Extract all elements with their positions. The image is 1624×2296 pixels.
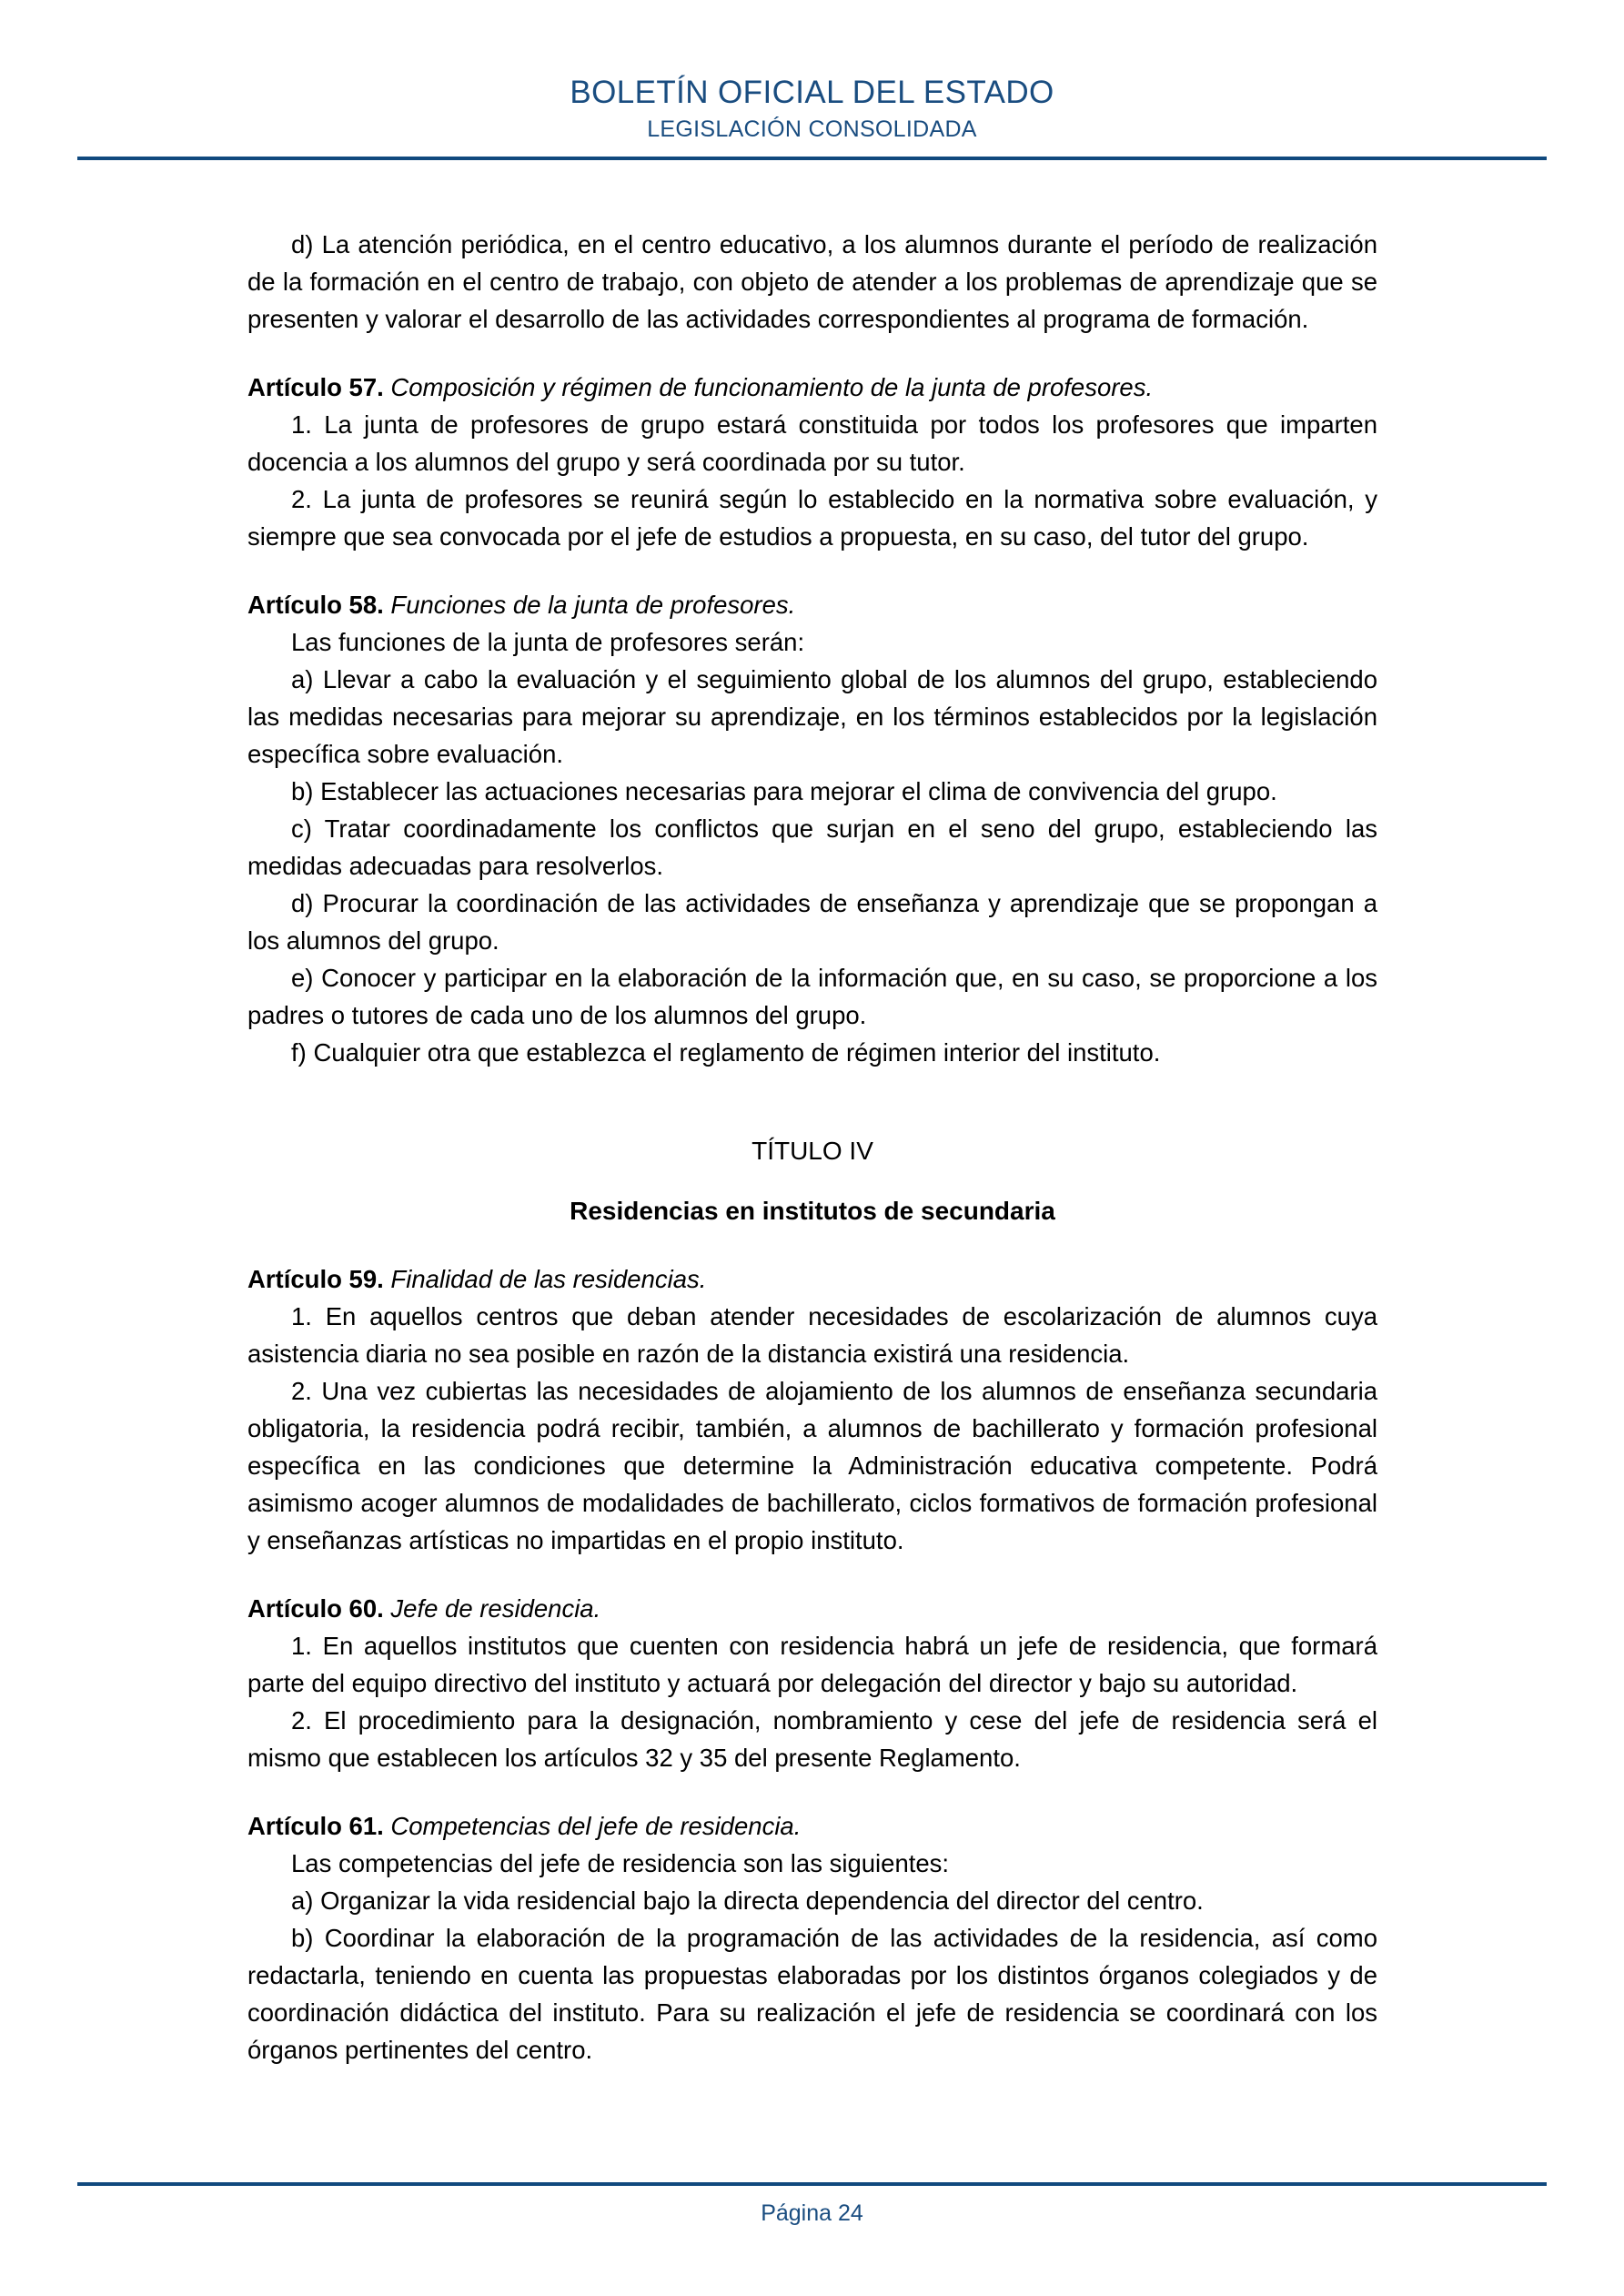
article-61-lead: Las competencias del jefe de residencia son las siguientes: [291, 1849, 950, 1877]
titulo-name: Residencias en institutos de secundaria [570, 1197, 1055, 1225]
article-59-paragraph-1: 1. En aquellos centros que deban atender necesidades de escolarización de alumnos cuya asistencia diaria no sea posible en razón de la distancia existirá una residencia. [247, 1302, 1377, 1368]
article-60-paragraph-2: 2. El procedimiento para la designación, nombramiento y cese del jefe de residencia será el mismo que establecen los artículos 32 y 35 del presente Reglamento. [247, 1706, 1377, 1772]
masthead [0, 75, 1624, 143]
article-label-57: Artículo 57. [247, 373, 384, 401]
article-61-item-b: b) Coordinar la elaboración de la programación de las actividades de la residencia, así como redactarla, teniendo en cuenta las propuestas elaboradas por los distintos órganos colegiados y de coordinación didáctica del instituto. Para su realización el jefe de residencia se coordinará con los órganos pertinentes del centro. [247, 1924, 1377, 2064]
article-heading-58 [247, 586, 1377, 623]
footer-divider [77, 2182, 1547, 2186]
page-number: Página 24 [761, 2200, 863, 2226]
article-59-paragraph-2: 2. Una vez cubiertas las necesidades de alojamiento de los alumnos de enseñanza secundaria obligatoria, la residencia podrá recibir, también, a alumnos de bachillerato y formación profesional específica en las condiciones que determine la Administración educativa competente. Podrá asimismo acoger alumnos de modalidades de bachillerato, ciclos formativos de formación profesional y enseñanzas artísticas no impartidas en el propio instituto. [247, 1377, 1377, 1554]
article-58-item-b: b) Establecer las actuaciones necesarias para mejorar el clima de convivencia del grupo. [291, 777, 1277, 805]
publication-subtitle: LEGISLACIÓN CONSOLIDADA [647, 116, 977, 143]
document-content [247, 226, 1377, 2068]
publication-title: BOLETÍN OFICIAL DEL ESTADO [570, 75, 1054, 110]
article-58-lead: Las funciones de la junta de profesores serán: [291, 628, 805, 656]
article-title-61: Competencias del jefe de residencia. [390, 1812, 802, 1840]
article-57-paragraph-1: 1. La junta de profesores de grupo estará constituida por todos los profesores que imparten docencia a los alumnos del grupo y será coordinada por su tutor. [247, 410, 1377, 476]
article-57-paragraph-2: 2. La junta de profesores se reunirá según lo establecido en la normativa sobre evaluación, y siempre que sea convocada por el jefe de estudios a propuesta, en su caso, del tutor del grupo. [247, 485, 1377, 551]
article-heading-57 [247, 369, 1377, 406]
article-title-57: Composición y régimen de funcionamiento de la junta de profesores. [390, 373, 1154, 401]
article-label-59: Artículo 59. [247, 1265, 384, 1293]
article-58-item-c: c) Tratar coordinadamente los conflictos que surjan en el seno del grupo, estableciendo las medidas adecuadas para resolverlos. [247, 814, 1377, 880]
paragraph-item-d-intro: d) La atención periódica, en el centro educativo, a los alumnos durante el período de realización de la formación en el centro de trabajo, con objeto de atender a los problemas de aprendizaje que se presenten y valorar el desarrollo de las actividades correspondientes al programa de formación. [247, 230, 1377, 333]
article-label-61: Artículo 61. [247, 1812, 384, 1840]
article-title-60: Jefe de residencia. [390, 1594, 601, 1623]
article-title-58: Funciones de la junta de profesores. [390, 591, 796, 619]
article-58-item-d: d) Procurar la coordinación de las actividades de enseñanza y aprendizaje que se propongan a los alumnos del grupo. [247, 889, 1377, 955]
article-58-item-e: e) Conocer y participar en la elaboración de la información que, en su caso, se proporcione a los padres o tutores de cada uno de los alumnos del grupo. [247, 964, 1377, 1029]
article-heading-60 [247, 1590, 1377, 1627]
article-label-60: Artículo 60. [247, 1594, 384, 1623]
article-label-58: Artículo 58. [247, 591, 384, 619]
titulo-number: TÍTULO IV [751, 1137, 873, 1165]
article-60-paragraph-1: 1. En aquellos institutos que cuenten con residencia habrá un jefe de residencia, que formará parte del equipo directivo del instituto y actuará por delegación del director y bajo su autoridad. [247, 1632, 1377, 1697]
article-heading-61 [247, 1807, 1377, 1845]
titulo-block [247, 1133, 1377, 1229]
article-61-item-a: a) Organizar la vida residencial bajo la directa dependencia del director del centro. [291, 1886, 1204, 1915]
header-divider [77, 157, 1547, 160]
article-title-59: Finalidad de las residencias. [390, 1265, 707, 1293]
article-heading-59 [247, 1260, 1377, 1298]
article-58-item-a: a) Llevar a cabo la evaluación y el seguimiento global de los alumnos del grupo, estableciendo las medidas necesarias para mejorar su aprendizaje, en los términos establecidos por la legislación específica sobre evaluación. [247, 665, 1377, 768]
article-58-item-f: f) Cualquier otra que establezca el reglamento de régimen interior del instituto. [291, 1038, 1161, 1067]
